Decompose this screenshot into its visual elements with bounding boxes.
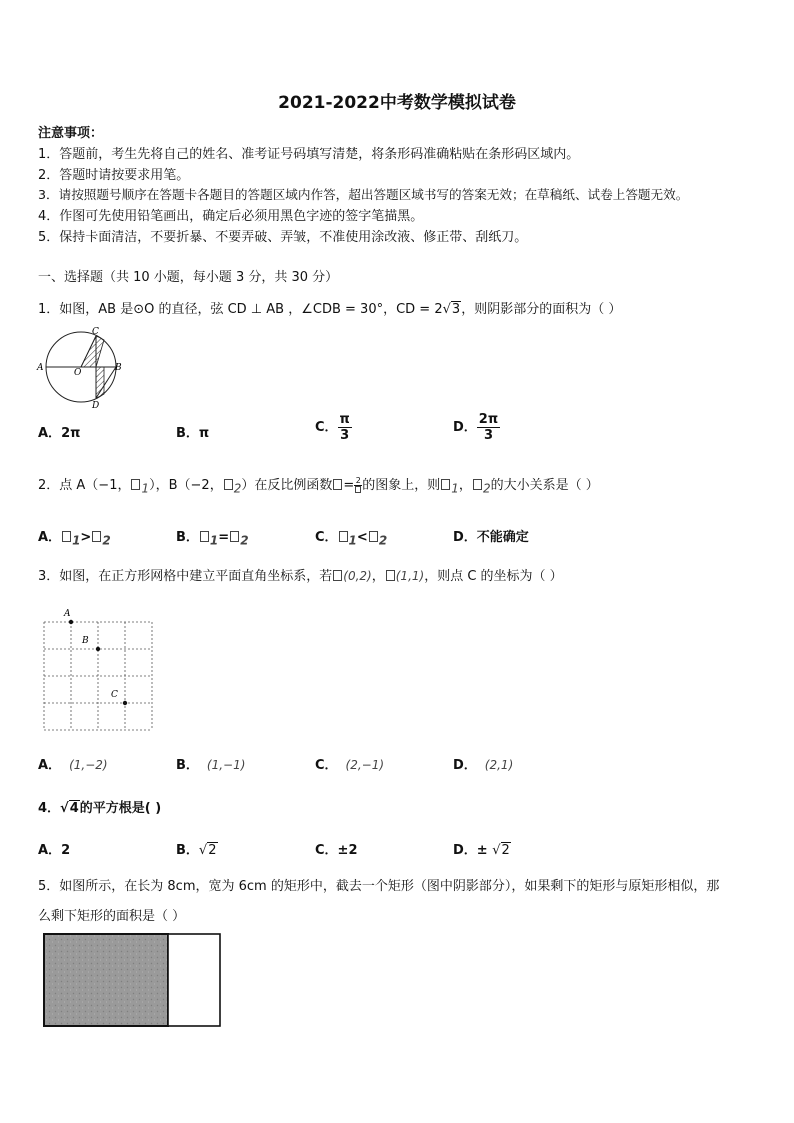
q4-option-d[interactable]: D．± √2 (453, 843, 510, 858)
point-c (123, 701, 127, 705)
notice-item-2: 2．答题时请按要求用笔。 (38, 168, 190, 183)
missing-glyph-box (441, 479, 450, 490)
point-a (69, 620, 73, 624)
missing-glyph-box (333, 570, 342, 581)
fraction: $\frac{2\pi}{3}$ (478, 412, 499, 443)
q3-option-c[interactable]: C． (2,−1) (315, 758, 385, 773)
question-5-line-2: 么剩下矩形的面积是（ ） (38, 909, 186, 924)
missing-glyph-box (131, 479, 140, 490)
q1-option-b[interactable]: B．π (176, 426, 210, 441)
question-1-circle-figure (36, 324, 126, 410)
q1-option-c[interactable]: C． $\frac{\pi}{3}$ (315, 412, 350, 443)
label-o: O (74, 368, 82, 378)
label-c: C (111, 690, 118, 700)
q4-option-b[interactable]: B．√2 (176, 843, 217, 858)
notice-item-4: 4．作图可先使用铅笔画出，确定后必须用黑色字迹的签字笔描黑。 (38, 209, 424, 224)
missing-glyph-box (224, 479, 233, 490)
q1-option-d[interactable]: D． $\frac{2\pi}{3}$ (453, 412, 499, 443)
missing-glyph-box (333, 479, 342, 490)
label-a: A (64, 609, 71, 619)
question-3-grid-figure (40, 606, 156, 732)
question-3-stem: 3．如图，在正方形网格中建立平面直角坐标系，若 (0,2)， (1,1)，则点 C 的坐标为（ ） (38, 569, 563, 584)
fraction: 2 (354, 477, 362, 494)
page-title: 2021-2022中考数学模拟试卷 (278, 93, 516, 113)
sqrt-symbol: √2 (492, 843, 510, 858)
label-b: B (115, 363, 122, 373)
q3-option-b[interactable]: B． (1,−1) (176, 758, 246, 773)
missing-glyph-box (473, 479, 482, 490)
q3-option-a[interactable]: A． (1,−2) (38, 758, 108, 773)
label-b: B (82, 636, 89, 646)
fraction: $\frac{\pi}{3}$ (339, 412, 350, 443)
shaded-rectangle (44, 934, 168, 1026)
notice-item-3: 3．请按照题号顺序在答题卡各题目的答题区域内作答，超出答题区域书写的答案无效；在草稿纸、试卷上答题无效。 (38, 187, 689, 202)
q3-option-d[interactable]: D． (2,1) (453, 758, 514, 773)
remaining-rectangle (168, 934, 220, 1026)
q4-option-a[interactable]: A．2 (38, 843, 71, 858)
label-d: D (92, 401, 100, 411)
q2-option-b[interactable]: B． $_1$= $_2$ (176, 530, 249, 548)
question-5-rectangle-figure (42, 932, 228, 1032)
sqrt-symbol: √4 (60, 801, 79, 816)
q4-option-c[interactable]: C．±2 (315, 843, 358, 858)
question-4-stem: 4．√4的平方根是( ) (38, 801, 162, 816)
sqrt-symbol: √3 (442, 302, 461, 317)
q2-option-c[interactable]: C． $_1$< $_2$ (315, 530, 388, 548)
q2-option-a[interactable]: A． $_1$> $_2$ (38, 530, 111, 548)
missing-glyph-box (386, 570, 395, 581)
notice-heading: 注意事项： (38, 126, 104, 141)
q1-option-a[interactable]: A．2π (38, 426, 81, 441)
label-a: A (37, 363, 44, 373)
question-1-stem: 1．如图，AB 是⊙O 的直径，弦 CD ⊥ AB ，∠CDB = 30°，CD = 2√3，则阴影部分的面积为（ ） (38, 302, 622, 317)
q2-option-d[interactable]: D．不能确定 (453, 530, 529, 545)
notice-item-5: 5．保持卡面清洁，不要折暴、不要弄破、弄皱，不准使用涂改液、修正带、刮纸刀。 (38, 230, 528, 245)
notice-item-1: 1．答题前，考生先将自己的姓名、准考证号码填写清楚，将条形码准确粘贴在条形码区域内。 (38, 147, 580, 162)
sqrt-symbol: √2 (198, 843, 217, 858)
label-c: C (92, 327, 99, 337)
question-2-stem: 2．点 A（−1， $_1$），B（−2， $_2$）在反比例函数 = 2 的图象上，则 $_1$， $_2$的大小关系是（ ） (38, 476, 599, 496)
point-b (96, 647, 100, 651)
question-5-line-1: 5．如图所示，在长为 8cm，宽为 6cm 的矩形中，截去一个矩形（图中阴影部分），如果剩下的矩形与原矩形相似，那 (38, 879, 720, 894)
section-heading: 一、选择题（共 10 小题，每小题 3 分，共 30 分） (38, 270, 339, 285)
